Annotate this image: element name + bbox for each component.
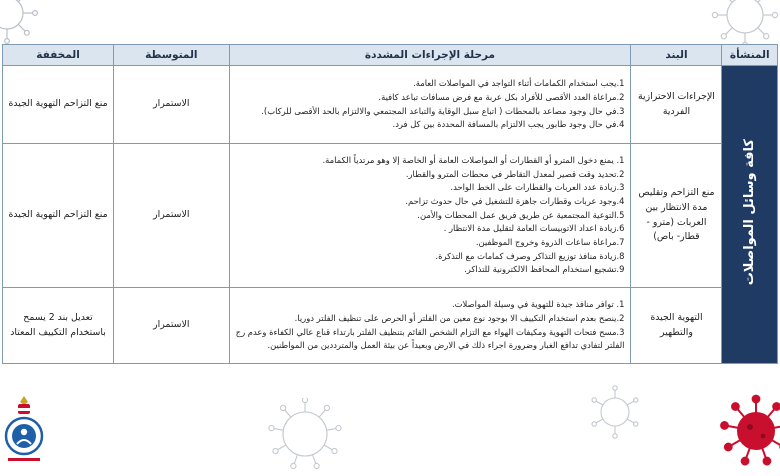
medium-measures-cell: الاستمرار (114, 288, 229, 364)
measure-line: 6.زيادة اعداد الاتوبيسات العامة لتقليل مدة الانتظار . (443, 223, 625, 234)
measure-line: الفلتر لتفادي تدافع الغبار وضرورة اجراء ذلك في الارض وبعيداً عن بيئة العمل والمترددين من المواطنين. (267, 340, 625, 351)
light-measures-cell: منع التزاحم التهوية الجيدة (3, 144, 114, 288)
category-label: كافة وسائل المواصلات (742, 139, 758, 286)
measure-line: 1. توافر منافذ جيدة للتهوية في وسيلة المواصلات. (452, 299, 625, 310)
measure-line: 3.مسح فتحات التهوية ومكيفات الهواء مع التزام الشخص القائم بتنظيف الفلتر بارتداء قناع عالي الكفاءة وعدم رج (235, 326, 625, 337)
measure-line: 5.التوعية المجتمعية عن طريق فريق عمل المحطات والأمن. (417, 209, 625, 220)
header-medium-phase: المتوسطة (114, 45, 229, 66)
measure-line: 2.تحديد وقت قصير لمعدل التقاطر في محطات المترو والقطار. (405, 168, 625, 179)
virus-icon (580, 382, 650, 442)
item-cell: منع التزاحم وتقليص مدة الانتظار بين العربات (مترو - قطار- باص) (631, 144, 722, 288)
measure-line: 1. يمنع دخول المترو أو القطارات أو المواصلات العامة أو الخاصة إلا وهو مرتدياً الكمامة. (322, 155, 625, 166)
measure-line: 2.ينصح بعدم استخدام التكييف الا بوجود نوع معين من الفلتر أو الحرص على تنظيف الفلتر دوريا. (294, 312, 625, 323)
measure-line: 4.في حال وجود طابور يجب الالتزام بالمسافة المحددة بين كل فرد. (392, 119, 625, 130)
table-row (3, 144, 778, 288)
medium-measures-cell: الاستمرار (114, 144, 229, 288)
table-row (3, 288, 778, 364)
light-measures-cell: منع التزاحم التهوية الجيدة (3, 66, 114, 144)
strict-measures-cell (229, 144, 631, 288)
measures-table (2, 44, 778, 364)
light-measures-cell: تعديل بند 2 يسمح باستخدام التكييف المعتاد (3, 288, 114, 364)
measure-line: 4.وجود عربات وقطارات جاهزة للتشغيل في حال حدوث تزاحم. (405, 196, 625, 207)
category-cell (722, 66, 778, 364)
header-item: البند (631, 45, 722, 66)
measure-line: 1.يجب استخدام الكمامات أثناء التواجد في المواصلات العامة. (413, 78, 625, 89)
item-cell: الإجراءات الاحترازية الفردية (631, 66, 722, 144)
table-header-row (3, 45, 778, 66)
ministry-of-health-logo (2, 394, 46, 466)
header-strict-phase: مرحلة الإجراءات المشددة (229, 45, 631, 66)
measure-line: 3.في حال وجود مصاعد بالمحطات ( اتباع سبل الوقاية والتباعد المجتمعي والالتزام بالحد الأقصى للركاب). (261, 105, 625, 116)
measure-line: 8.زيادة منافذ توزيع التذاكر وصرف كمامات مع التذكرة. (435, 250, 625, 261)
header-origin: المنشأة (722, 45, 778, 66)
virus-icon (255, 398, 355, 470)
measure-line: 2.مراعاة العدد الأقصى للأفراد بكل عربة مع فرض مسافات تباعد كافية. (378, 91, 625, 102)
header-light-phase: المخففة (3, 45, 114, 66)
medium-measures-cell: الاستمرار (114, 66, 229, 144)
item-cell: التهوية الجيدة والتطهير (631, 288, 722, 364)
measure-line: 7.مراعاة ساعات الذروة وخروج الموظفين. (475, 236, 625, 247)
virus-icon (700, 0, 780, 50)
strict-measures-cell (229, 288, 631, 364)
virus-icon (716, 386, 780, 476)
measure-line: 3.زيادة عدد العربات والقطارات على الخط الواحد. (450, 182, 625, 193)
virus-icon (0, 0, 42, 48)
strict-measures-cell (229, 66, 631, 144)
table-row (3, 66, 778, 144)
measure-line: 9.تشجيع استخدام المحافظ الالكترونية للتذاكر. (464, 264, 625, 275)
